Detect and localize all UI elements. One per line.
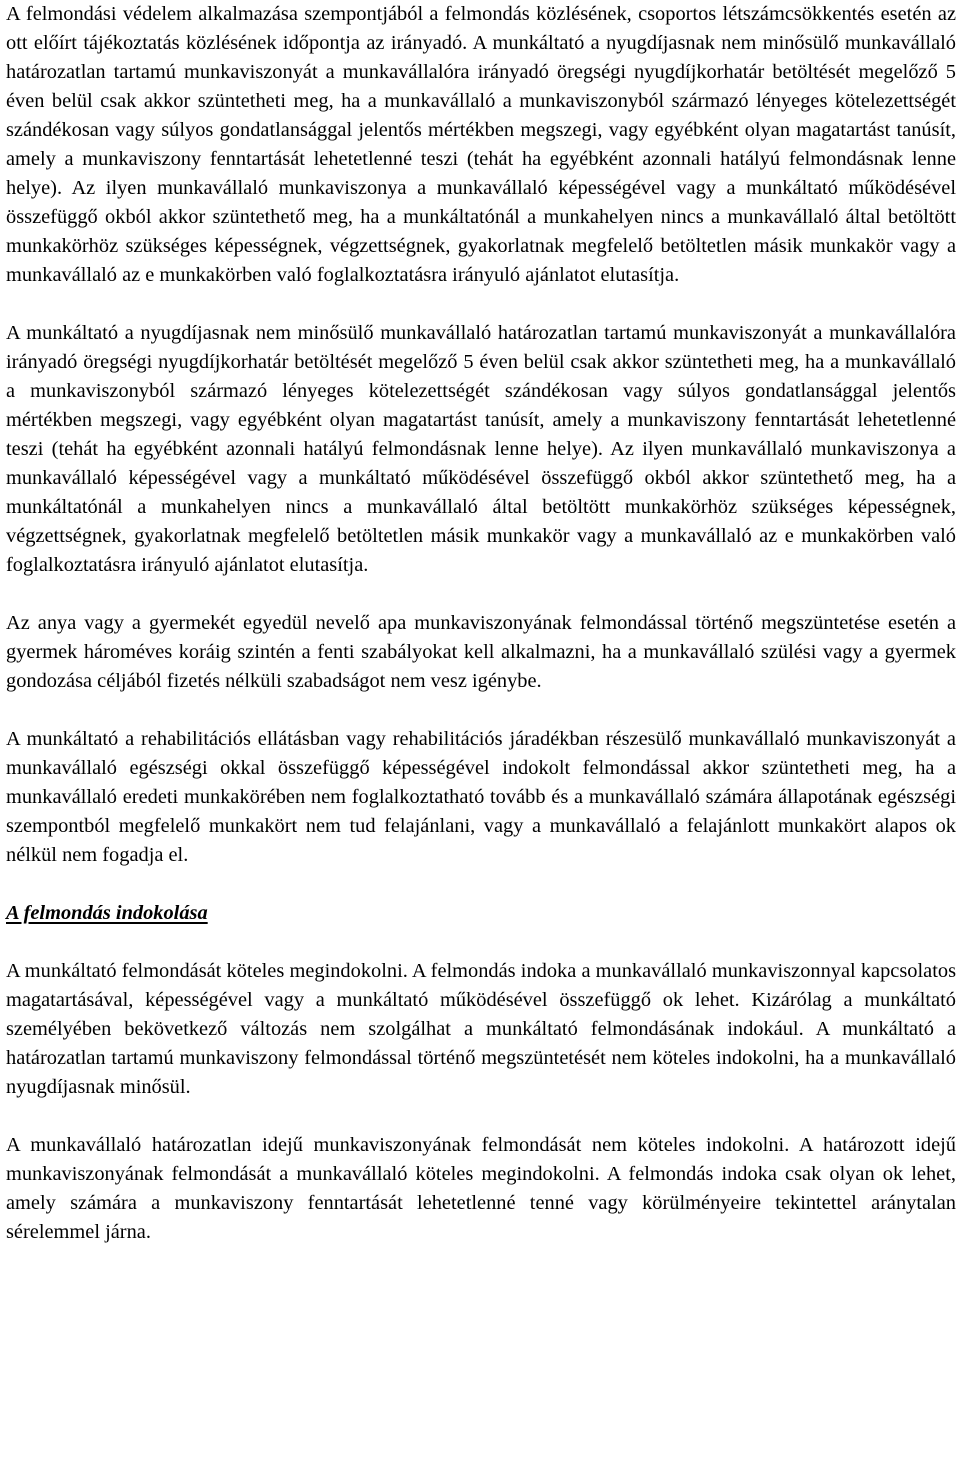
paragraph-gap xyxy=(6,696,956,725)
paragraph-3: Az anya vagy a gyermekét egyedül nevelő apa munkaviszonyának felmondással történő megszüntetése esetén a gyermek hároméves koráig szintén a fenti szabályokat kell alkalmazni, ha a munkavállaló szülési vagy a gyermek gondozása céljából fizetés nélküli szabadságot nem vesz igénybe. xyxy=(6,612,956,692)
paragraph-gap xyxy=(6,1102,956,1131)
paragraph-gap xyxy=(6,580,956,609)
section-heading: A felmondás indokolása xyxy=(6,902,208,924)
paragraph-5: A munkáltató felmondását köteles megindokolni. A felmondás indoka a munkavállaló munkaviszonnyal kapcsolatos magatartásával, képességével vagy a munkáltató működésével összefüggő ok lehet. Kizárólag a munkáltató személyében bekövetkező változás nem szolgálhat a munkáltató felmondásának indokául. A munkáltató a határozatlan tartamú munkaviszony felmondással történő megszüntetését nem köteles indokolni, ha a munkavállaló nyugdíjasnak minősül. xyxy=(6,960,956,1098)
paragraph-6: A munkavállaló határozatlan idejű munkaviszonyának felmondását nem köteles indokolni. A határozott idejű munkaviszonyának felmondását a munkavállaló köteles megindokolni. A felmondás indoka csak olyan ok lehet, amely számára a munkaviszony fenntartását lehetetlenné tenné vagy körülményeire tekintettel aránytalan sérelemmel járna. xyxy=(6,1134,956,1243)
paragraph-1: A felmondási védelem alkalmazása szempontjából a felmondás közlésének, csoportos létszámcsökkentés esetén az ott előírt tájékoztatás közlésének időpontja az irányadó. A munkáltató a nyugdíjasnak nem minősülő munkavállaló határozatlan tartamú munkaviszonyát a munkavállalóra irányadó öregségi nyugdíjkorhatár betöltését megelőző 5 éven belül csak akkor szüntetheti meg, ha a munkavállaló a munkaviszonyból származó lényeges kötelezettségét szándékosan vagy súlyos gondatlansággal jelentős mértékben megszegi, vagy egyébként olyan magatartást tanúsít, amely a munkaviszony fenntartását lehetetlenné teszi (tehát ha egyébként azonnali hatályú felmondásnak lenne helye). Az ilyen munkavállaló munkaviszonya a munkavállaló képességével vagy a munkáltató működésével összefüggő okból akkor szüntethető meg, ha a munkáltatónál a munkahelyen nincs a munkavállaló által betöltött munkakörhöz szükséges képességnek, végzettségnek, gyakorlatnak megfelelő betöltetlen másik munkakör vagy a munkavállaló az e munkakörben való foglalkoztatásra irányuló ajánlatot elutasítja. xyxy=(6,3,956,286)
document-page xyxy=(6,0,956,1247)
paragraph-gap xyxy=(6,928,956,957)
paragraph-gap xyxy=(6,290,956,319)
paragraph-2: A munkáltató a nyugdíjasnak nem minősülő munkavállaló határozatlan tartamú munkaviszonyát a munkavállalóra irányadó öregségi nyugdíjkorhatár betöltését megelőző 5 éven belül csak akkor szüntetheti meg, ha a munkavállaló a munkaviszonyból származó lényeges kötelezettségét szándékosan vagy súlyos gondatlansággal jelentős mértékben megszegi, vagy egyébként olyan magatartást tanúsít, amely a munkaviszony fenntartását lehetetlenné teszi (tehát ha egyébként azonnali hatályú felmondásnak lenne helye). Az ilyen munkavállaló munkaviszonya a munkavállaló képességével vagy a munkáltató működésével összefüggő okból akkor szüntethető meg, ha a munkáltatónál a munkahelyen nincs a munkavállaló által betöltött munkakörhöz szükséges képességnek, végzettségnek, gyakorlatnak megfelelő betöltetlen másik munkakör vagy a munkavállaló az e munkakörben való foglalkoztatásra irányuló ajánlatot elutasítja. xyxy=(6,322,956,576)
paragraph-gap xyxy=(6,870,956,899)
paragraph-4: A munkáltató a rehabilitációs ellátásban vagy rehabilitációs járadékban részesülő munkavállaló munkaviszonyát a munkavállaló egészségi okkal összefüggő képességével indokolt felmondással akkor szüntetheti meg, ha a munkavállaló eredeti munkakörében nem foglalkoztatható tovább és a munkavállaló számára állapotának egészségi szempontból megfelelő munkakört nem tud felajánlani, vagy a munkavállaló a felajánlott munkakört alapos ok nélkül nem fogadja el. xyxy=(6,728,956,866)
